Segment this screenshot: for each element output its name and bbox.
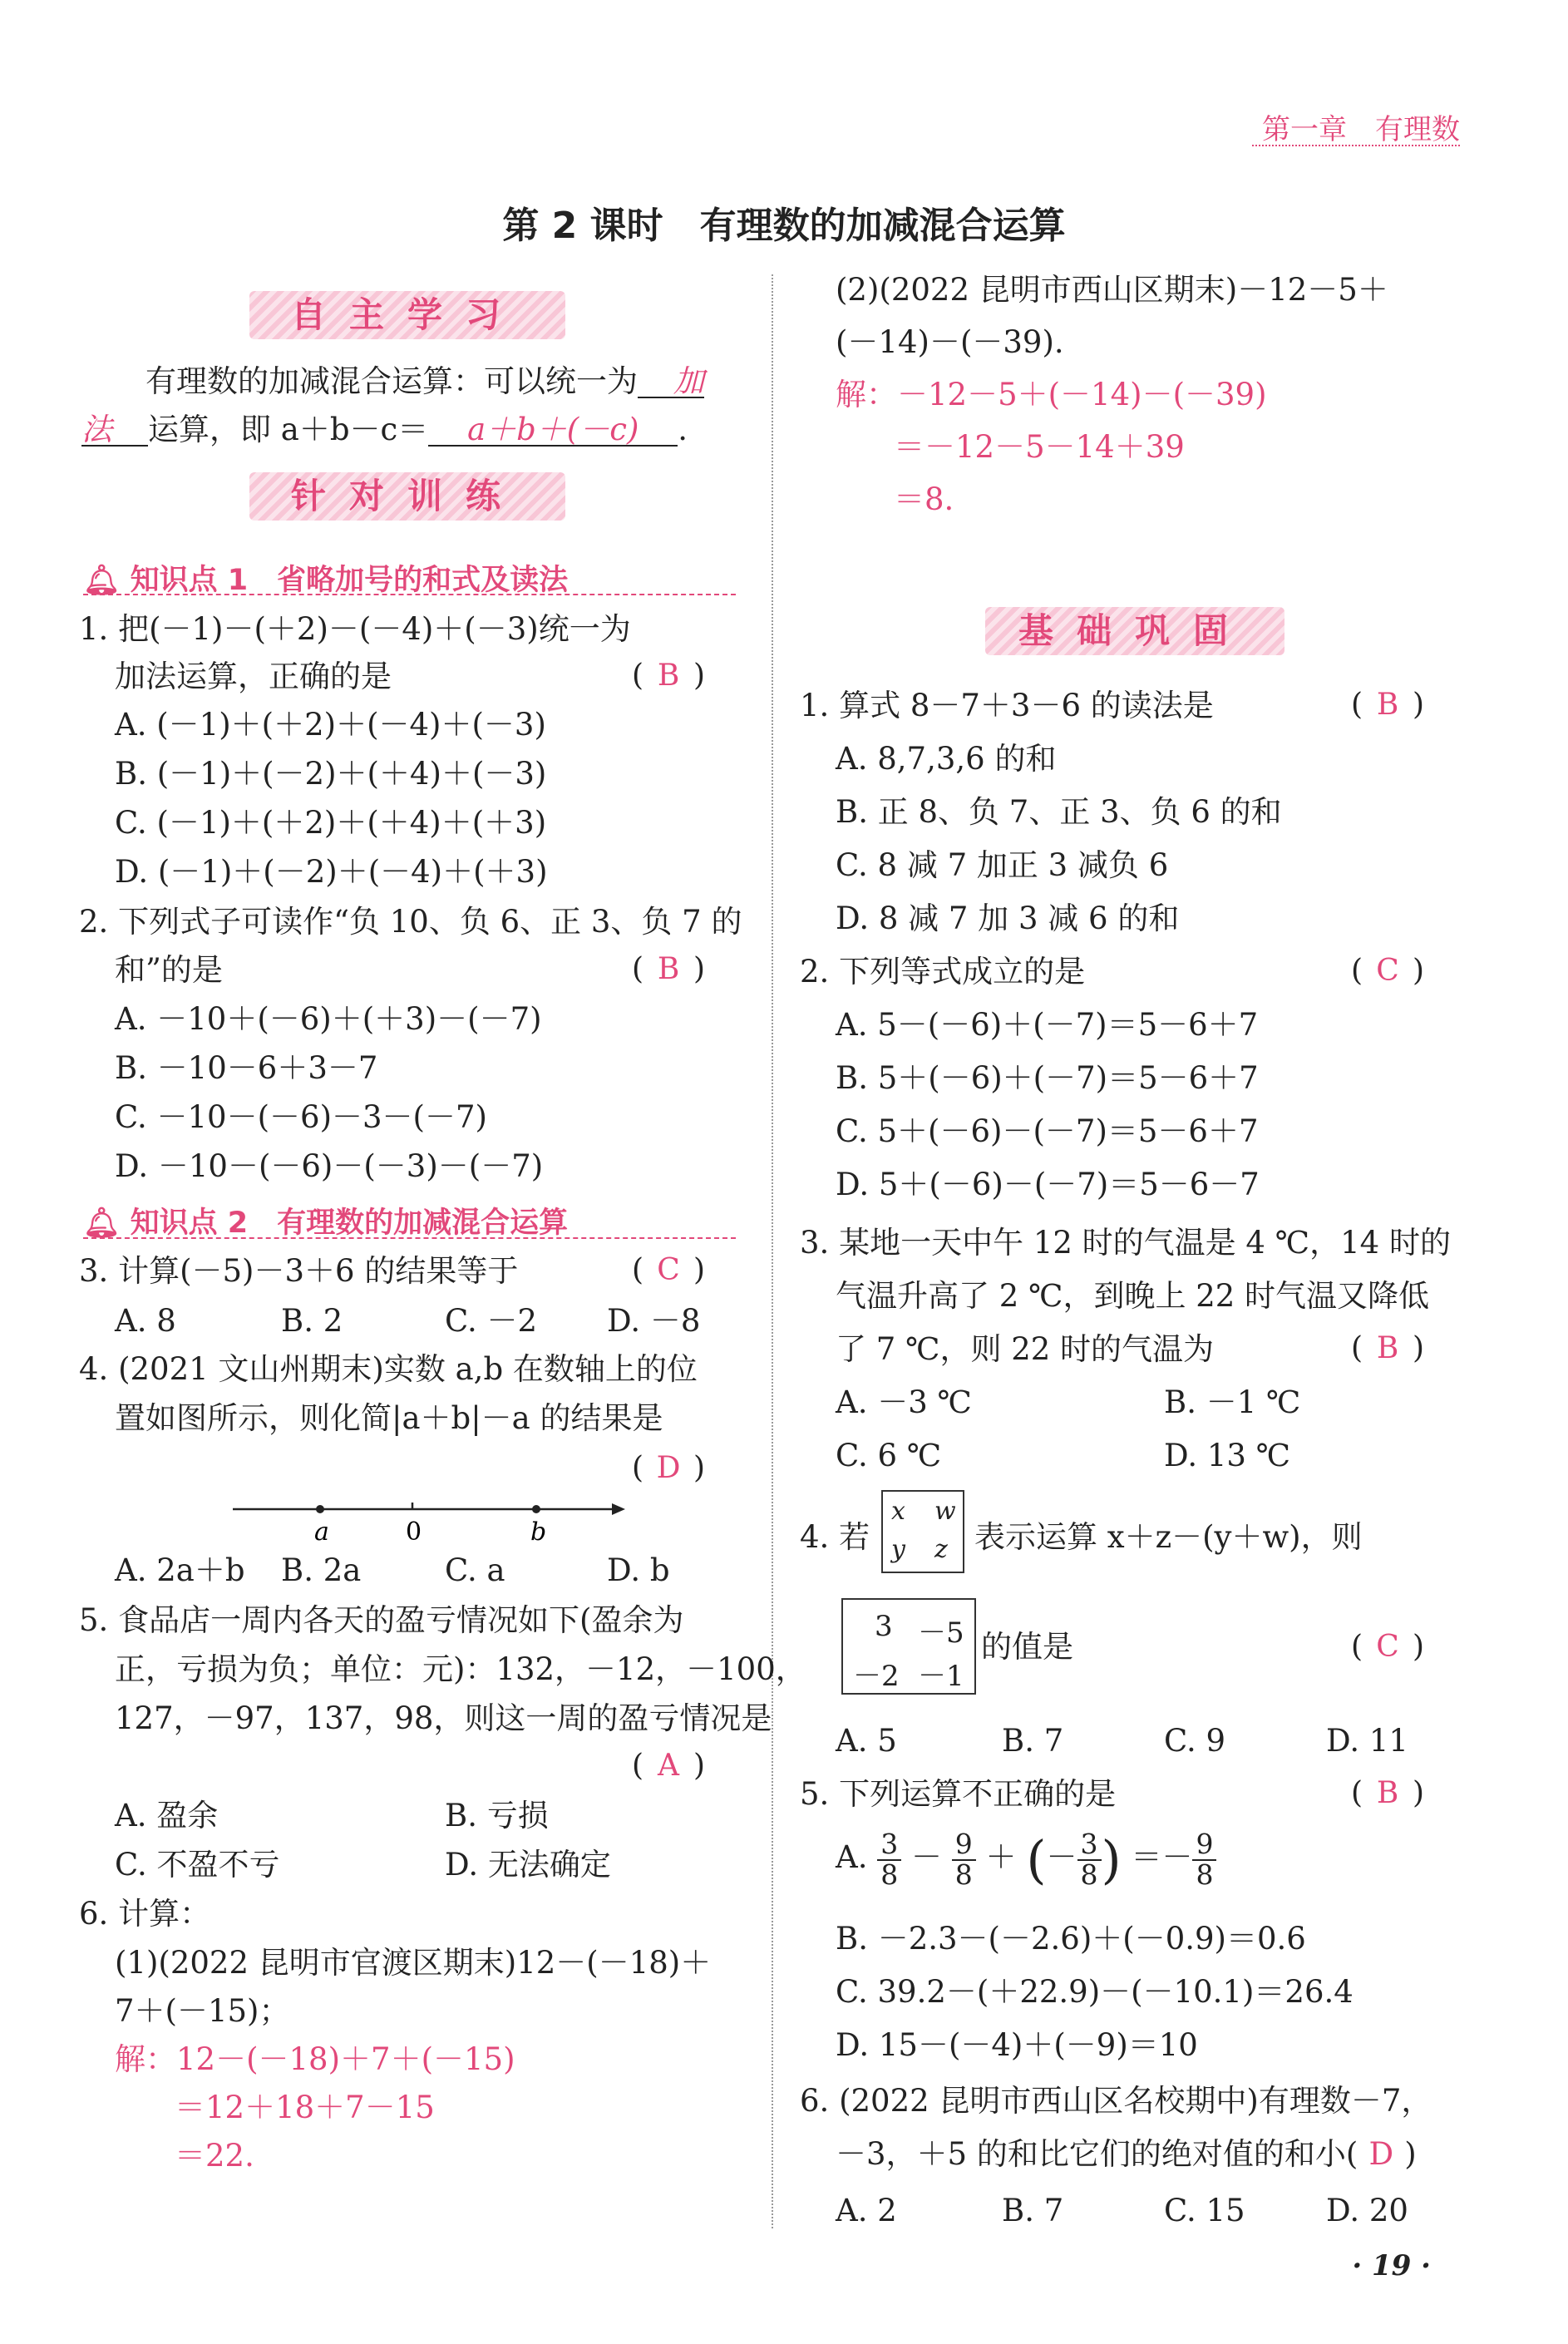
b2-answer: ( C ): [1351, 954, 1425, 988]
q1-stem-2: 加法运算，正确的是: [115, 659, 392, 694]
b1-option-d: D. 8 减 7 加 3 减 6 的和: [836, 901, 1180, 936]
q2-stem-2: 和”的是: [115, 952, 223, 988]
q5-stem-3: 127，－97，137，98，则这一周的盈亏情况是: [115, 1700, 772, 1736]
b4-stem-2: 的值是: [981, 1629, 1073, 1665]
b5-answer: ( B ): [1351, 1776, 1425, 1810]
b3-stem-3: 了 7 ℃，则 22 时的气温为: [836, 1331, 1215, 1367]
b4-option-a: A. 5: [836, 1723, 897, 1759]
m2-c: －2: [853, 1660, 900, 1693]
intro-blank2: a＋b＋(－c): [428, 414, 678, 447]
chapter-header: 第一章 有理数: [1262, 113, 1460, 146]
q4-option-c: C. a: [445, 1552, 505, 1588]
b5-option-d: D. 15－(－4)＋(－9)＝10: [836, 2027, 1198, 2063]
q5-stem-2: 正，亏损为负；单位：元)：132，－12，－100，: [115, 1651, 806, 1687]
b6-stem-2: －3，＋5 的和比它们的绝对值的和小( D ): [836, 2136, 1417, 2172]
intro-blank1b: 法: [81, 414, 148, 447]
q6-part1-line2: 7＋(－15)；: [115, 1993, 290, 2029]
q3-answer: ( C ): [632, 1253, 706, 1287]
kp2-underline: [83, 1237, 736, 1239]
m1-z: z: [934, 1535, 948, 1564]
number-line-figure: [224, 1493, 632, 1542]
intro-line1: 有理数的加减混合运算：可以统一为 加: [145, 363, 704, 399]
b5-option-a: A. $\frac{3}{8}$ － $\frac{9}{8}$ ＋ (－ $\frac{3}{8}$ ) ＝－ $\frac{9}{8}$: [836, 1829, 1216, 1890]
q4-option-d: D. b: [607, 1552, 670, 1588]
bell-icon: 🔔︎: [83, 1207, 131, 1240]
point-a: [316, 1505, 324, 1513]
label-a: a: [314, 1517, 329, 1542]
q5-stem-1: 5. 食品店一周内各天的盈亏情况如下(盈余为: [79, 1602, 684, 1638]
column-divider: [772, 274, 773, 2228]
b3-option-a: A. －3 ℃: [836, 1384, 972, 1420]
m1-x: x: [891, 1497, 905, 1526]
q4-option-b: B. 2a: [281, 1552, 362, 1588]
q6-part2-line2: (－14)－(－39).: [836, 324, 1064, 360]
point-b: [532, 1505, 540, 1513]
q5-answer: ( A ): [632, 1749, 706, 1783]
q6-part2-solution-2: ＝－12－5－14＋39: [894, 429, 1185, 465]
q6-part1-line1: (1)(2022 昆明市官渡区期末)12－(－18)＋: [115, 1945, 712, 1981]
q3-option-b: B. 2: [281, 1303, 343, 1339]
label-0: 0: [406, 1517, 422, 1542]
q2-option-b: B. －10－6＋3－7: [115, 1050, 378, 1086]
b5-option-b: B. －2.3－(－2.6)＋(－0.9)＝0.6: [836, 1921, 1306, 1957]
q1-stem-1: 1. 把(－1)－(＋2)－(－4)＋(－3)统一为: [79, 611, 631, 647]
q1-option-a: A. (－1)＋(＋2)＋(－4)＋(－3): [115, 707, 546, 743]
q3-option-c: C. －2: [445, 1303, 538, 1339]
b2-stem: 2. 下列等式成立的是: [800, 954, 1086, 989]
page-number: · 19 ·: [1352, 2249, 1431, 2282]
section-banner-training: 针对训练: [249, 472, 565, 521]
matrix-values: [841, 1598, 976, 1695]
q1-option-c: C. (－1)＋(＋2)＋(＋4)＋(＋3): [115, 805, 547, 841]
q3-option-a: A. 8: [115, 1303, 176, 1339]
q2-answer: ( B ): [632, 952, 706, 986]
b4-stem-post: 表示运算 x＋z－(y＋w)，则: [974, 1519, 1363, 1555]
b3-option-d: D. 13 ℃: [1164, 1438, 1291, 1473]
b1-stem: 1. 算式 8－7＋3－6 的读法是: [800, 688, 1214, 723]
b6-option-a: A. 2: [836, 2193, 897, 2228]
q6-part2-solution-3: ＝8.: [894, 481, 954, 517]
q6-stem: 6. 计算：: [79, 1896, 211, 1932]
header-underline: [1252, 145, 1460, 146]
b2-option-c: C. 5＋(－6)－(－7)＝5－6＋7: [836, 1113, 1259, 1149]
q6-part2-line1: (2)(2022 昆明市西山区期末)－12－5＋: [836, 272, 1388, 308]
q4-answer: ( D ): [632, 1451, 706, 1485]
q3-option-d: D. －8: [607, 1303, 701, 1339]
q5-option-c: C. 不盈不亏: [115, 1847, 280, 1883]
q1-option-b: B. (－1)＋(－2)＋(＋4)＋(－3): [115, 756, 547, 792]
b1-option-c: C. 8 减 7 加正 3 减负 6: [836, 847, 1169, 883]
kp1-underline: [83, 594, 736, 595]
q1-answer: ( B ): [632, 659, 706, 693]
knowledge-point-2: 🔔︎ 知识点 2 有理数的加减混合运算: [83, 1207, 569, 1240]
q5-option-d: D. 无法确定: [445, 1847, 611, 1883]
q2-option-c: C. －10－(－6)－3－(－7): [115, 1099, 487, 1135]
b2-option-d: D. 5＋(－6)－(－7)＝5－6－7: [836, 1167, 1260, 1202]
bell-icon: 🔔︎: [83, 564, 131, 597]
section-banner-basic: 基础巩固: [985, 607, 1284, 655]
b3-stem-1: 3. 某地一天中午 12 时的气温是 4 ℃，14 时的: [800, 1225, 1451, 1261]
b6-stem-1: 6. (2022 昆明市西山区名校期中)有理数－7，: [800, 2083, 1432, 2119]
q5-option-b: B. 亏损: [445, 1798, 549, 1833]
b4-answer: ( C ): [1351, 1630, 1425, 1664]
b4-stem-pre: 4. 若: [800, 1519, 870, 1555]
b2-option-a: A. 5－(－6)＋(－7)＝5－6＋7: [836, 1007, 1259, 1043]
b6-option-b: B. 7: [1002, 2193, 1064, 2228]
b4-option-d: D. 11: [1326, 1723, 1408, 1759]
b4-option-c: C. 9: [1164, 1723, 1226, 1759]
m2-a: 3: [875, 1610, 893, 1643]
q6-part2-solution-1: 解：－12－5＋(－14)－(－39): [836, 377, 1267, 412]
b3-stem-2: 气温升高了 2 ℃，到晚上 22 时气温又降低: [836, 1278, 1430, 1314]
page-title: 第 2 课时 有理数的加减混合运算: [502, 205, 1066, 247]
q3-stem: 3. 计算(－5)－3＋6 的结果等于: [79, 1253, 519, 1289]
b1-option-a: A. 8,7,3,6 的和: [836, 741, 1057, 777]
b5-option-c: C. 39.2－(＋22.9)－(－10.1)＝26.4: [836, 1974, 1354, 2010]
matrix-xywz: [881, 1490, 964, 1573]
m2-b: －5: [918, 1616, 964, 1650]
intro-blank1a: 加: [638, 366, 704, 398]
q4-stem-2: 置如图所示，则化简|a＋b|－a 的结果是: [115, 1400, 663, 1436]
q2-option-d: D. －10－(－6)－(－3)－(－7): [115, 1148, 544, 1184]
b6-answer: D: [1368, 2136, 1394, 2172]
label-b: b: [530, 1517, 547, 1542]
b4-option-b: B. 7: [1002, 1723, 1064, 1759]
q6-part1-solution-1: 解：12－(－18)＋7＋(－15): [115, 2041, 515, 2077]
q4-option-a: A. 2a＋b: [115, 1552, 245, 1588]
b6-option-c: C. 15: [1164, 2193, 1245, 2228]
section-banner-self-study: 自主学习: [249, 291, 565, 339]
b6-option-d: D. 20: [1326, 2193, 1408, 2228]
b1-option-b: B. 正 8、负 7、正 3、负 6 的和: [836, 794, 1282, 830]
q6-part1-solution-2: ＝12＋18＋7－15: [175, 2090, 435, 2125]
q2-stem-1: 2. 下列式子可读作“负 10、负 6、正 3、负 7 的: [79, 904, 742, 940]
b3-option-b: B. －1 ℃: [1164, 1384, 1301, 1420]
m1-w: w: [934, 1497, 956, 1526]
b2-option-b: B. 5＋(－6)＋(－7)＝5－6＋7: [836, 1060, 1259, 1096]
q4-stem-1: 4. (2021 文山州期末)实数 a,b 在数轴上的位: [79, 1351, 698, 1387]
m1-y: y: [891, 1535, 905, 1564]
knowledge-point-1: 🔔︎ 知识点 1 省略加号的和式及读法: [83, 564, 569, 597]
b3-answer: ( B ): [1351, 1331, 1425, 1365]
arrow-right-icon: [612, 1503, 625, 1515]
q5-option-a: A. 盈余: [115, 1798, 219, 1833]
m2-d: －1: [918, 1660, 964, 1693]
q2-option-a: A. －10＋(－6)＋(＋3)－(－7): [115, 1001, 542, 1037]
b3-option-c: C. 6 ℃: [836, 1438, 942, 1473]
intro-line2: 法 运算，即 a＋b－c＝ a＋b＋(－c) .: [81, 412, 688, 447]
q6-part1-solution-3: ＝22.: [175, 2138, 254, 2174]
b1-answer: ( B ): [1351, 688, 1425, 722]
q1-option-d: D. (－1)＋(－2)＋(－4)＋(＋3): [115, 854, 548, 890]
b5-stem: 5. 下列运算不正确的是: [800, 1776, 1117, 1812]
